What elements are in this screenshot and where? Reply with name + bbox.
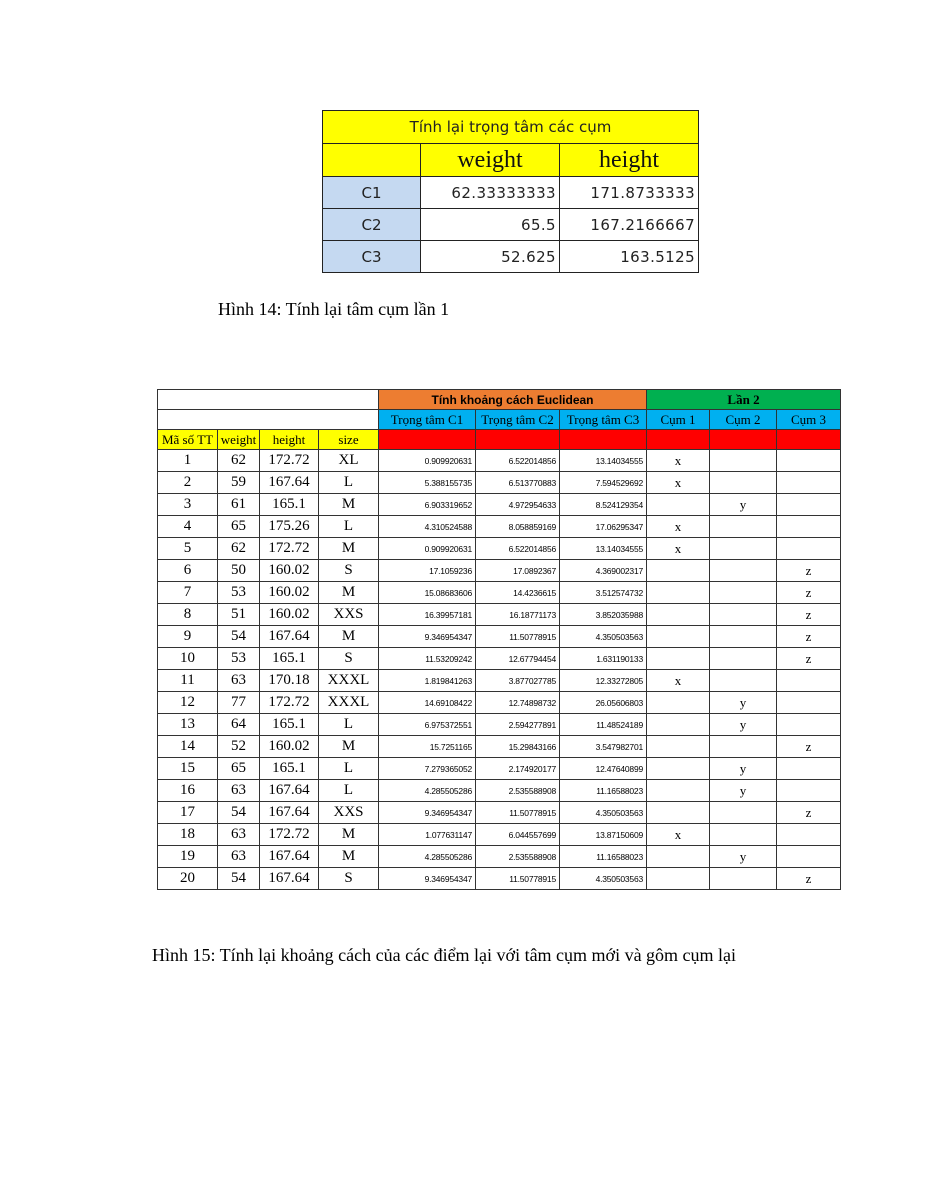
row-distance-c1: 6.975372551 (379, 714, 476, 736)
header-centroid-c1: Trọng tâm C1 (379, 410, 476, 430)
row-cluster-3 (777, 472, 841, 494)
row-id: 2 (158, 472, 218, 494)
row-size: L (319, 516, 379, 538)
row-distance-c3: 26.05606803 (560, 692, 647, 714)
header-red-cell (647, 430, 710, 450)
header-height: height (260, 430, 319, 450)
table-row (158, 560, 841, 582)
row-height: 167.64 (260, 780, 319, 802)
row-height: 160.02 (260, 736, 319, 758)
row-distance-c1: 14.69108422 (379, 692, 476, 714)
row-distance-c2: 6.522014856 (476, 538, 560, 560)
row-weight: 65 (218, 516, 260, 538)
row-distance-c1: 5.388155735 (379, 472, 476, 494)
row-distance-c3: 11.48524189 (560, 714, 647, 736)
header-centroid-c3: Trọng tâm C3 (560, 410, 647, 430)
table-row (158, 494, 841, 516)
row-cluster-3: z (777, 560, 841, 582)
row-weight: 63 (218, 670, 260, 692)
row-cluster-2 (710, 648, 777, 670)
row-distance-c3: 13.14034555 (560, 538, 647, 560)
row-cluster-2 (710, 736, 777, 758)
row-weight: 54 (218, 802, 260, 824)
row-distance-c2: 6.522014856 (476, 450, 560, 472)
row-distance-c3: 1.631190133 (560, 648, 647, 670)
table-row (158, 780, 841, 802)
row-distance-c3: 3.547982701 (560, 736, 647, 758)
header-cluster-2: Cụm 2 (710, 410, 777, 430)
row-distance-c2: 14.4236615 (476, 582, 560, 604)
row-cluster-2: y (710, 846, 777, 868)
row-id: 3 (158, 494, 218, 516)
row-distance-c3: 4.350503563 (560, 868, 647, 890)
row-cluster-2: y (710, 780, 777, 802)
row-weight: 54 (218, 868, 260, 890)
row-distance-c3: 8.524129354 (560, 494, 647, 516)
row-distance-c1: 4.285505286 (379, 780, 476, 802)
row-weight: 63 (218, 824, 260, 846)
row-distance-c2: 2.535588908 (476, 780, 560, 802)
row-distance-c3: 17.06295347 (560, 516, 647, 538)
row-cluster-3 (777, 758, 841, 780)
row-cluster-3 (777, 538, 841, 560)
header-red-cell (379, 430, 476, 450)
row-cluster-2 (710, 626, 777, 648)
row-cluster-2 (710, 824, 777, 846)
row-weight: 62 (218, 450, 260, 472)
row-distance-c2: 11.50778915 (476, 626, 560, 648)
row-cluster-1 (647, 802, 710, 824)
row-id: 7 (158, 582, 218, 604)
row-size: S (319, 560, 379, 582)
row-distance-c1: 7.279365052 (379, 758, 476, 780)
row-distance-c2: 6.513770883 (476, 472, 560, 494)
row-id: 1 (158, 450, 218, 472)
row-size: M (319, 626, 379, 648)
row-distance-c1: 15.7251165 (379, 736, 476, 758)
row-cluster-1 (647, 626, 710, 648)
row-id: 15 (158, 758, 218, 780)
row-distance-c2: 2.174920177 (476, 758, 560, 780)
row-cluster-1 (647, 868, 710, 890)
row-height: 167.64 (260, 626, 319, 648)
row-weight: 65 (218, 758, 260, 780)
row-cluster-1: x (647, 516, 710, 538)
row-cluster-2: y (710, 692, 777, 714)
row-cluster-1 (647, 736, 710, 758)
table-row (158, 648, 841, 670)
row-size: XXS (319, 802, 379, 824)
row-weight: 62 (218, 538, 260, 560)
row-distance-c2: 16.18771173 (476, 604, 560, 626)
row-cluster-2 (710, 670, 777, 692)
row-weight: 59 (218, 472, 260, 494)
row-cluster-2: y (710, 494, 777, 516)
row-cluster-1 (647, 604, 710, 626)
row-weight: 54 (218, 626, 260, 648)
row-height: 165.1 (260, 714, 319, 736)
header-size: size (319, 430, 379, 450)
row-size: M (319, 824, 379, 846)
row-cluster-3: z (777, 626, 841, 648)
row-weight: 53 (218, 648, 260, 670)
row-cluster-3 (777, 494, 841, 516)
row-distance-c1: 16.39957181 (379, 604, 476, 626)
centroid-weight: 62.33333333 (421, 177, 560, 209)
row-cluster-3: z (777, 648, 841, 670)
row-weight: 61 (218, 494, 260, 516)
table-row (158, 868, 841, 890)
row-distance-c3: 4.369002317 (560, 560, 647, 582)
centroid-header-height: height (560, 144, 699, 177)
centroid-row (323, 241, 699, 273)
row-distance-c2: 15.29843166 (476, 736, 560, 758)
row-distance-c1: 11.53209242 (379, 648, 476, 670)
row-weight: 51 (218, 604, 260, 626)
row-weight: 63 (218, 780, 260, 802)
row-cluster-3 (777, 846, 841, 868)
figure-14-caption: Hình 14: Tính lại tâm cụm lần 1 (218, 299, 450, 319)
row-distance-c3: 11.16588023 (560, 846, 647, 868)
row-id: 6 (158, 560, 218, 582)
row-size: S (319, 868, 379, 890)
header-blank (158, 410, 379, 430)
row-height: 172.72 (260, 538, 319, 560)
row-cluster-2 (710, 604, 777, 626)
row-distance-c2: 3.877027785 (476, 670, 560, 692)
row-distance-c3: 11.16588023 (560, 780, 647, 802)
row-cluster-2 (710, 582, 777, 604)
row-size: XL (319, 450, 379, 472)
row-cluster-2 (710, 560, 777, 582)
table-row (158, 714, 841, 736)
row-id: 10 (158, 648, 218, 670)
row-distance-c1: 0.909920631 (379, 450, 476, 472)
row-id: 4 (158, 516, 218, 538)
row-height: 175.26 (260, 516, 319, 538)
figure-15-caption: Hình 15: Tính lại khoảng cách của các điểm lại với tâm cụm mới và gôm cụm lại (152, 945, 737, 965)
row-id: 11 (158, 670, 218, 692)
row-size: M (319, 582, 379, 604)
row-id: 12 (158, 692, 218, 714)
row-cluster-3 (777, 670, 841, 692)
header-centroid-c2: Trọng tâm C2 (476, 410, 560, 430)
row-distance-c3: 4.350503563 (560, 626, 647, 648)
row-distance-c2: 2.594277891 (476, 714, 560, 736)
row-cluster-3 (777, 714, 841, 736)
row-distance-c2: 8.058859169 (476, 516, 560, 538)
row-cluster-1 (647, 648, 710, 670)
table-row (158, 604, 841, 626)
table-row (158, 626, 841, 648)
row-distance-c3: 12.33272805 (560, 670, 647, 692)
row-size: M (319, 494, 379, 516)
row-size: M (319, 846, 379, 868)
header-red-cell (560, 430, 647, 450)
row-size: L (319, 472, 379, 494)
row-weight: 64 (218, 714, 260, 736)
row-cluster-3 (777, 780, 841, 802)
row-cluster-1: x (647, 824, 710, 846)
row-size: M (319, 736, 379, 758)
centroid-table (322, 110, 699, 273)
row-cluster-1: x (647, 670, 710, 692)
centroid-height: 167.2166667 (560, 209, 699, 241)
table-row (158, 472, 841, 494)
row-id: 9 (158, 626, 218, 648)
row-weight: 63 (218, 846, 260, 868)
row-distance-c1: 4.285505286 (379, 846, 476, 868)
row-id: 17 (158, 802, 218, 824)
row-height: 160.02 (260, 560, 319, 582)
row-cluster-1 (647, 846, 710, 868)
row-id: 5 (158, 538, 218, 560)
table-row (158, 758, 841, 780)
row-distance-c2: 11.50778915 (476, 868, 560, 890)
centroid-row (323, 209, 699, 241)
row-cluster-2 (710, 472, 777, 494)
row-cluster-1 (647, 560, 710, 582)
row-cluster-3 (777, 824, 841, 846)
row-size: M (319, 538, 379, 560)
row-cluster-1 (647, 758, 710, 780)
row-distance-c3: 7.594529692 (560, 472, 647, 494)
row-size: L (319, 758, 379, 780)
centroid-weight: 65.5 (421, 209, 560, 241)
centroid-height: 163.5125 (560, 241, 699, 273)
row-id: 18 (158, 824, 218, 846)
row-id: 19 (158, 846, 218, 868)
row-cluster-3: z (777, 868, 841, 890)
row-id: 8 (158, 604, 218, 626)
row-id: 14 (158, 736, 218, 758)
row-size: L (319, 780, 379, 802)
row-height: 172.72 (260, 824, 319, 846)
row-distance-c1: 9.346954347 (379, 626, 476, 648)
header-blank (158, 390, 379, 410)
row-size: XXXL (319, 670, 379, 692)
row-height: 167.64 (260, 868, 319, 890)
row-weight: 53 (218, 582, 260, 604)
centroid-label: C2 (323, 209, 421, 241)
row-distance-c1: 1.819841263 (379, 670, 476, 692)
centroid-header-weight: weight (421, 144, 560, 177)
distance-table (157, 389, 841, 890)
distance-group-header: Tính khoảng cách Euclidean (379, 390, 647, 410)
row-cluster-1 (647, 582, 710, 604)
centroid-label: C3 (323, 241, 421, 273)
row-height: 170.18 (260, 670, 319, 692)
iteration-group-header: Lần 2 (647, 390, 841, 410)
row-cluster-3: z (777, 582, 841, 604)
row-distance-c3: 13.14034555 (560, 450, 647, 472)
row-distance-c1: 17.1059236 (379, 560, 476, 582)
centroid-row (323, 177, 699, 209)
row-height: 160.02 (260, 604, 319, 626)
header-red-cell (777, 430, 841, 450)
row-cluster-1 (647, 692, 710, 714)
row-cluster-2 (710, 516, 777, 538)
row-height: 160.02 (260, 582, 319, 604)
row-weight: 52 (218, 736, 260, 758)
row-distance-c1: 4.310524588 (379, 516, 476, 538)
row-cluster-3 (777, 450, 841, 472)
row-height: 167.64 (260, 802, 319, 824)
row-height: 165.1 (260, 758, 319, 780)
row-height: 165.1 (260, 494, 319, 516)
row-cluster-3: z (777, 736, 841, 758)
row-distance-c1: 0.909920631 (379, 538, 476, 560)
table-row (158, 516, 841, 538)
row-cluster-1: x (647, 450, 710, 472)
header-id: Mã số TT (158, 430, 218, 450)
row-distance-c3: 12.47640899 (560, 758, 647, 780)
row-distance-c3: 4.350503563 (560, 802, 647, 824)
row-height: 167.64 (260, 472, 319, 494)
row-distance-c3: 3.852035988 (560, 604, 647, 626)
row-distance-c1: 9.346954347 (379, 868, 476, 890)
distance-table-body (158, 450, 841, 890)
row-cluster-2 (710, 802, 777, 824)
header-weight: weight (218, 430, 260, 450)
table-row (158, 736, 841, 758)
row-size: L (319, 714, 379, 736)
row-height: 172.72 (260, 450, 319, 472)
row-cluster-2 (710, 868, 777, 890)
table-row (158, 582, 841, 604)
row-distance-c2: 12.67794454 (476, 648, 560, 670)
centroid-weight: 52.625 (421, 241, 560, 273)
row-size: XXS (319, 604, 379, 626)
row-distance-c1: 15.08683606 (379, 582, 476, 604)
header-red-cell (476, 430, 560, 450)
row-distance-c2: 4.972954633 (476, 494, 560, 516)
row-weight: 50 (218, 560, 260, 582)
centroid-header-blank (323, 144, 421, 177)
row-weight: 77 (218, 692, 260, 714)
row-cluster-2: y (710, 758, 777, 780)
centroid-table-title: Tính lại trọng tâm các cụm (323, 111, 699, 144)
table-row (158, 692, 841, 714)
row-height: 165.1 (260, 648, 319, 670)
row-cluster-3 (777, 516, 841, 538)
header-red-cell (710, 430, 777, 450)
table-row (158, 846, 841, 868)
row-distance-c3: 13.87150609 (560, 824, 647, 846)
table-row (158, 538, 841, 560)
row-distance-c1: 1.077631147 (379, 824, 476, 846)
row-size: S (319, 648, 379, 670)
row-cluster-3: z (777, 604, 841, 626)
row-cluster-2: y (710, 714, 777, 736)
row-cluster-3: z (777, 802, 841, 824)
row-cluster-1 (647, 780, 710, 802)
row-cluster-2 (710, 450, 777, 472)
row-distance-c2: 6.044557699 (476, 824, 560, 846)
header-cluster-1: Cụm 1 (647, 410, 710, 430)
row-cluster-1 (647, 714, 710, 736)
row-distance-c2: 11.50778915 (476, 802, 560, 824)
row-distance-c3: 3.512574732 (560, 582, 647, 604)
row-distance-c1: 6.903319652 (379, 494, 476, 516)
row-distance-c2: 2.535588908 (476, 846, 560, 868)
row-cluster-2 (710, 538, 777, 560)
row-id: 13 (158, 714, 218, 736)
table-row (158, 670, 841, 692)
row-id: 20 (158, 868, 218, 890)
header-cluster-3: Cụm 3 (777, 410, 841, 430)
table-row (158, 824, 841, 846)
centroid-label: C1 (323, 177, 421, 209)
row-id: 16 (158, 780, 218, 802)
row-cluster-1 (647, 494, 710, 516)
row-distance-c2: 12.74898732 (476, 692, 560, 714)
table-row (158, 450, 841, 472)
centroid-height: 171.8733333 (560, 177, 699, 209)
row-height: 172.72 (260, 692, 319, 714)
row-distance-c2: 17.0892367 (476, 560, 560, 582)
row-height: 167.64 (260, 846, 319, 868)
row-cluster-1: x (647, 472, 710, 494)
row-cluster-1: x (647, 538, 710, 560)
row-cluster-3 (777, 692, 841, 714)
table-row (158, 802, 841, 824)
row-size: XXXL (319, 692, 379, 714)
row-distance-c1: 9.346954347 (379, 802, 476, 824)
